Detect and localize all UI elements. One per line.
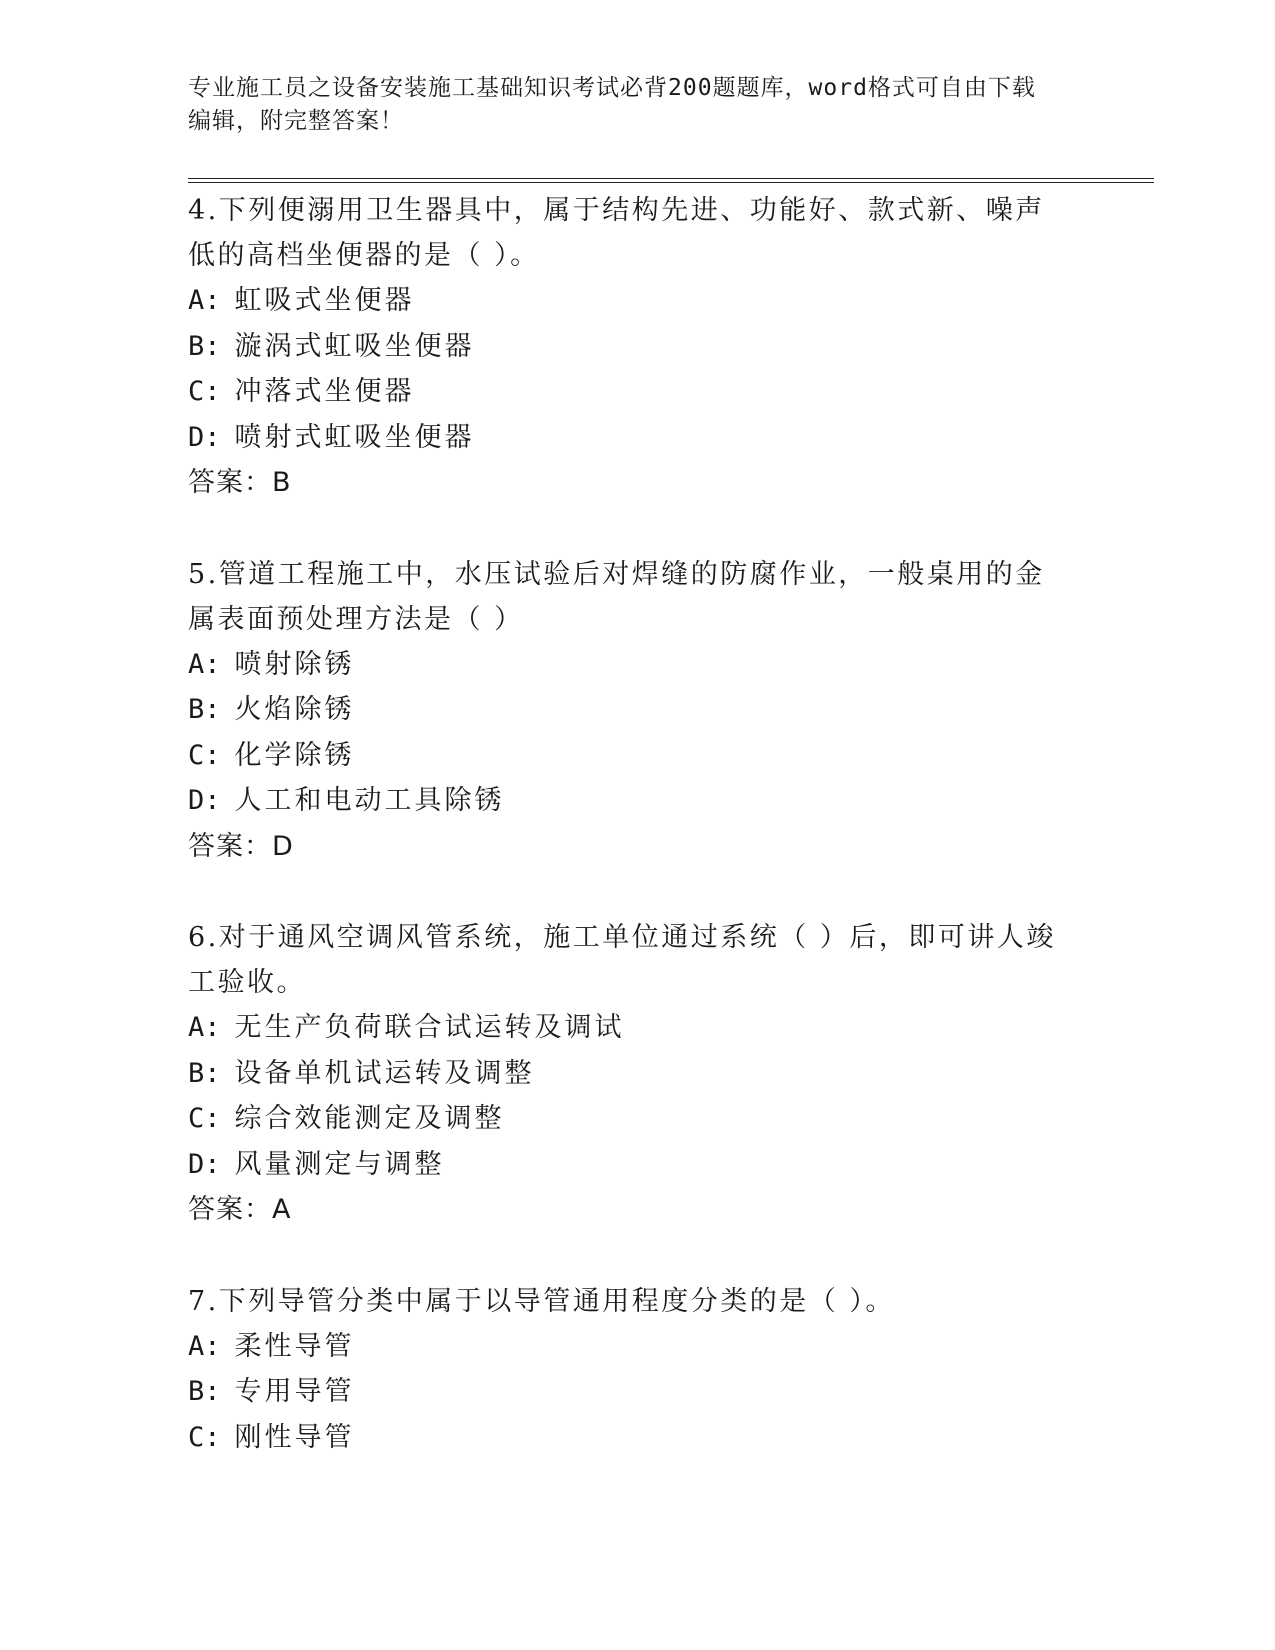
option-c bbox=[188, 1096, 1088, 1142]
option-text: 冲落式坐便器 bbox=[234, 376, 415, 407]
option-a bbox=[188, 1005, 1088, 1051]
option-letter: D: bbox=[188, 1148, 221, 1180]
question-7 bbox=[188, 1279, 1088, 1461]
option-letter: D: bbox=[188, 785, 221, 816]
option-letter: B: bbox=[188, 1057, 221, 1089]
option-letter: B: bbox=[188, 694, 221, 725]
answer-line: 答案：A bbox=[188, 1194, 292, 1225]
option-text: 化学除锈 bbox=[234, 739, 355, 771]
header-line-1: 专业施工员之设备安装施工基础知识考试必背200题题库，word格式可自由下载 bbox=[188, 75, 1036, 101]
question-5 bbox=[188, 552, 1088, 870]
option-a bbox=[188, 1324, 1088, 1370]
option-letter: A: bbox=[188, 1330, 221, 1362]
option-a bbox=[188, 278, 1088, 324]
answer-line: 答案：D bbox=[188, 830, 294, 862]
question-list bbox=[188, 188, 1088, 1506]
question-6 bbox=[188, 915, 1088, 1233]
option-d bbox=[188, 778, 1088, 824]
option-b bbox=[188, 687, 1088, 733]
option-text: 虹吸式坐便器 bbox=[234, 285, 415, 316]
option-text: 喷射式虹吸坐便器 bbox=[234, 421, 475, 453]
option-text: 设备单机试运转及调整 bbox=[234, 1057, 535, 1089]
header-divider-top bbox=[188, 178, 1154, 179]
header-line-2: 编辑，附完整答案！ bbox=[188, 108, 404, 134]
option-letter: C: bbox=[188, 1103, 221, 1134]
option-text: 综合效能测定及调整 bbox=[234, 1103, 505, 1134]
option-letter: C: bbox=[188, 739, 221, 771]
option-d bbox=[188, 1142, 1088, 1188]
answer-line: 答案：B bbox=[188, 467, 292, 498]
option-c bbox=[188, 1415, 1088, 1461]
question-stem: 7.下列导管分类中属于以导管通用程度分类的是（ ）。 bbox=[188, 1285, 895, 1317]
option-letter: A: bbox=[188, 1012, 221, 1043]
option-text: 无生产负荷联合试运转及调试 bbox=[234, 1012, 625, 1043]
option-letter: A: bbox=[188, 648, 221, 680]
option-text: 刚性导管 bbox=[234, 1421, 355, 1453]
option-letter: C: bbox=[188, 1421, 221, 1453]
option-c bbox=[188, 733, 1088, 779]
option-a bbox=[188, 642, 1088, 688]
option-text: 柔性导管 bbox=[234, 1330, 355, 1362]
option-d bbox=[188, 415, 1088, 461]
option-c bbox=[188, 369, 1088, 415]
option-letter: B: bbox=[188, 1376, 221, 1407]
option-letter: C: bbox=[188, 376, 221, 407]
question-stem: 4.下列便溺用卫生器具中，属于结构先进、功能好、款式新、噪声低的高档坐便器的是（ ）。 bbox=[188, 195, 1045, 271]
option-letter: B: bbox=[188, 330, 221, 362]
option-letter: A: bbox=[188, 285, 221, 316]
question-4 bbox=[188, 188, 1088, 506]
option-letter: D: bbox=[188, 421, 221, 453]
option-b bbox=[188, 1369, 1088, 1415]
option-text: 喷射除锈 bbox=[234, 648, 355, 680]
header-divider-bottom bbox=[188, 182, 1154, 183]
option-text: 人工和电动工具除锈 bbox=[234, 785, 505, 816]
document-header bbox=[188, 72, 1068, 138]
option-text: 漩涡式虹吸坐便器 bbox=[234, 330, 475, 362]
option-text: 火焰除锈 bbox=[234, 694, 355, 725]
option-text: 风量测定与调整 bbox=[234, 1148, 445, 1180]
option-b bbox=[188, 324, 1088, 370]
option-b bbox=[188, 1051, 1088, 1097]
option-text: 专用导管 bbox=[234, 1376, 355, 1407]
question-stem: 6.对于通风空调风管系统，施工单位通过系统（ ）后，即可讲人竣工验收。 bbox=[188, 922, 1056, 998]
question-stem: 5.管道工程施工中，水压试验后对焊缝的防腐作业，一般桌用的金属表面预处理方法是（ ） bbox=[188, 558, 1045, 635]
